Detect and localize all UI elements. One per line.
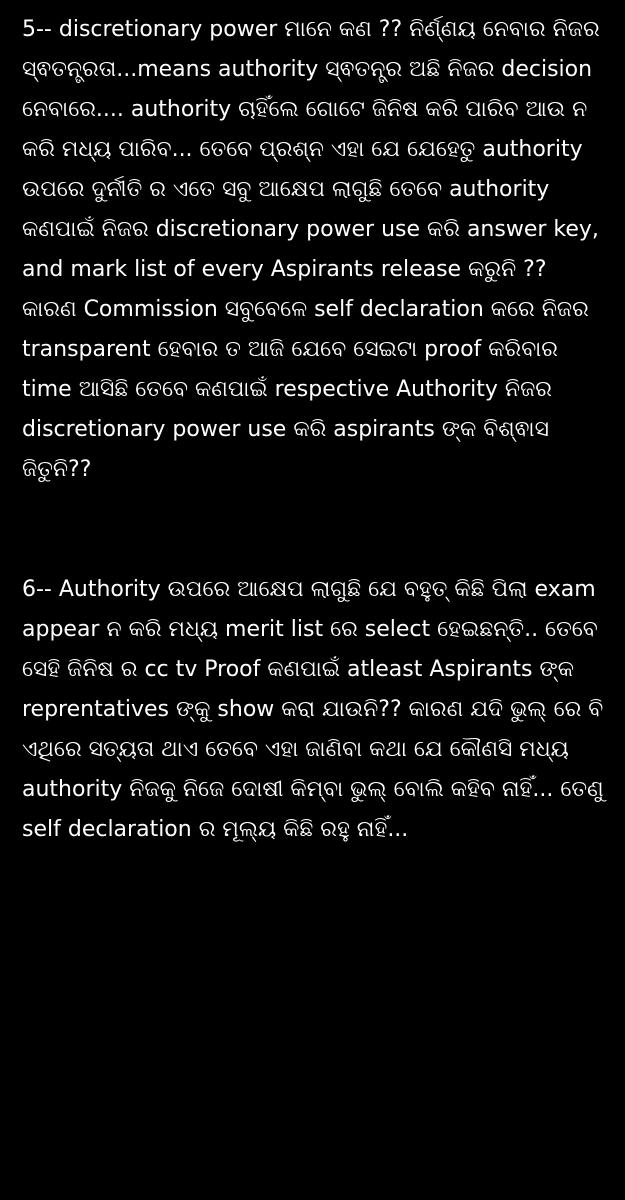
point-5-paragraph: 5-- discretionary power ମାନେ କଣ ?? ନିର୍ଣ୍ଣୟ ନେବାର ନିଜର ସ୍ଵତନ୍ତ୍ରତା...means authority ସ୍ଵତନ୍ତ୍ର ଅଛି ନିଜର decision ନେବାରେ.... authority ଚାହିଁଲେ ଗୋଟେ ଜିନିଷ କରି ପାରିବ ଆଉ ନ କରି ମଧ୍ୟ ପାରିବ... ତେବେ ପ୍ରଶ୍ନ ଏହା ଯେ ଯେହେତୁ authority ଉପରେ ଦୁର୍ନୀତି ର ଏତେ ସବୁ ଆକ୍ଷେପ ଲାଗୁଛି ତେବେ authority କଣପାଇଁ ନିଜର discretionary power use କରି answer key, and mark list of every Aspirants release କରୁନି ?? କାରଣ Commission ସବୁବେଳେ self declaration କରେ ନିଜର transparent ହେବାର ତ ଆଜି ଯେବେ ସେଇଟା proof କରିବାର time ଆସିଛି ତେବେ କଣପାଇଁ respective Authority ନିଜର discretionary power use କରି aspirants ଙ୍କ ବିଶ୍ଵାସ ଜିତୁନି??: [22, 17, 600, 482]
paragraph-spacer: [22, 490, 607, 570]
note-text-block: [22, 10, 607, 850]
point-6-paragraph: 6-- Authority ଉପରେ ଆକ୍ଷେପ ଲାଗୁଛି ଯେ ବହୁତ୍ କିଛି ପିଲା exam appear ନ କରି ମଧ୍ୟ merit list ରେ select ହେଇଛନ୍ତି.. ତେବେ ସେହି ଜିନିଷ ର cc tv Proof କଣପାଇଁ atleast Aspirants ଙ୍କ reprentatives ଙ୍କୁ show କରା ଯାଉନି?? କାରଣ ଯଦି ଭୁଲ୍ ରେ ବି ଏଥିରେ ସତ୍ୟତା ଥାଏ ତେବେ ଏହା ଜାଣିବା କଥା ଯେ କୌଣସି ମଧ୍ୟ authority ନିଜକୁ ନିଜେ ଦୋଷୀ କିମ୍ବା ଭୁଲ୍ ବୋଲି କହିବ ନାହିଁ... ତେଣୁ self declaration ର ମୂଲ୍ୟ କିଛି ରହୁ ନାହିଁ...: [22, 577, 604, 842]
